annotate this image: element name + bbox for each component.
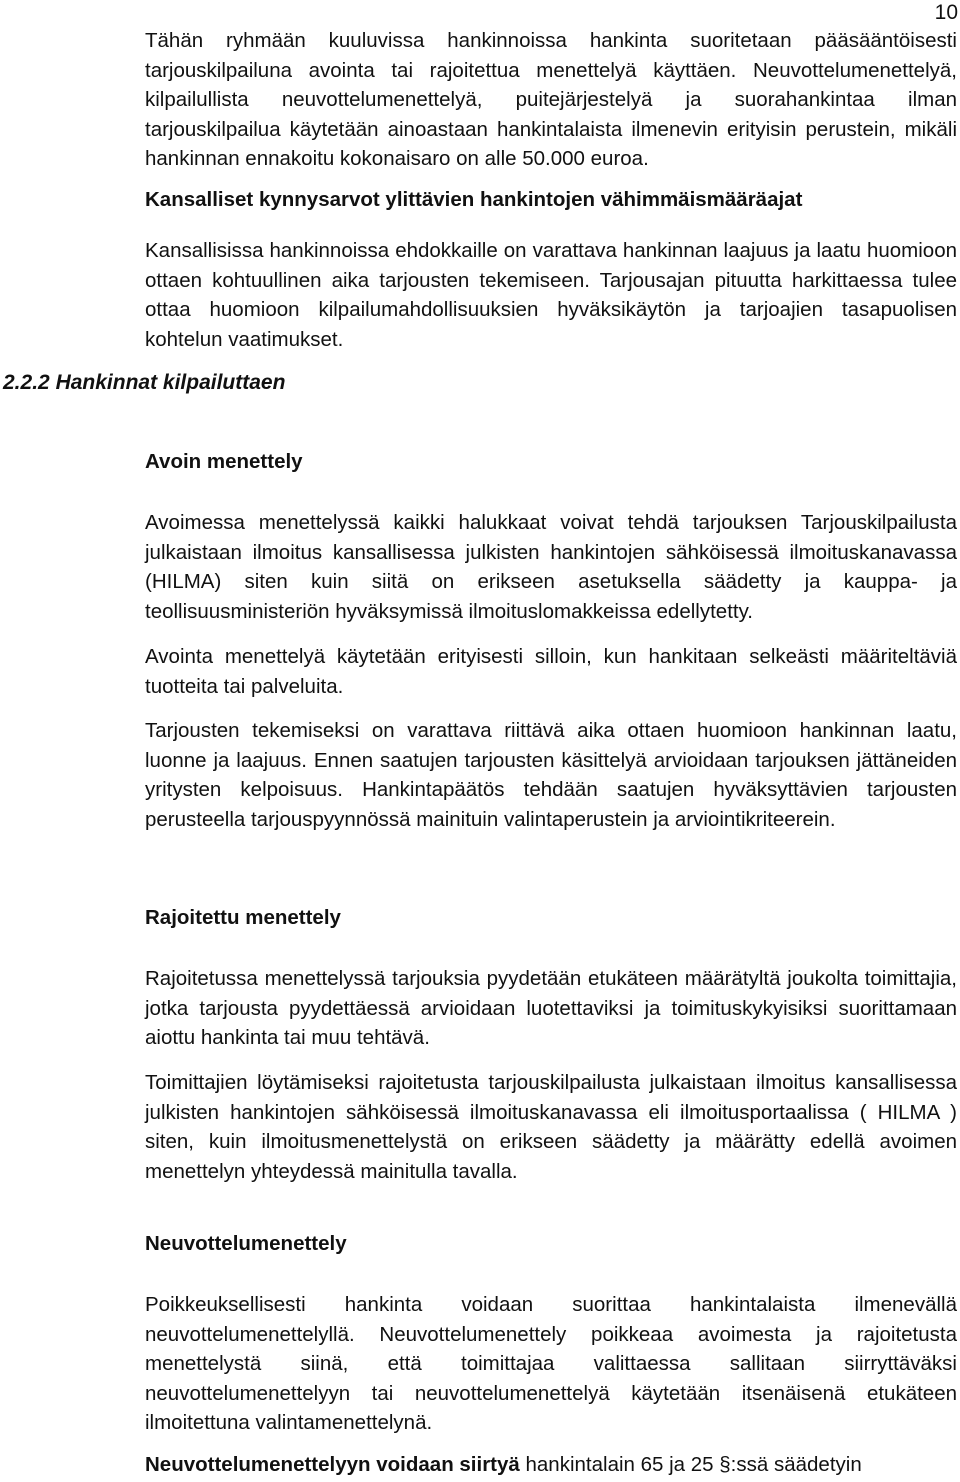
negotiated-procedure-heading: Neuvottelumenettely	[145, 1232, 347, 1255]
national-thresholds-paragraph: Kansallisissa hankinnoissa ehdokkaille on varattava hankinnan laajuus ja laatu huomioon ottaen kohtuullinen aika tarjousten tekemiseen. Tarjousajan pituutta harkittaessa tulee ottaa huomioon kilpailumahdollisuuksien hyväksikäytön ja tarjoajien tasapuolisen kohtelun vaatimukset.	[145, 239, 957, 351]
negotiated-procedure-paragraph-1: Poikkeuksellisesti hankinta voidaan suorittaa hankintalaista ilmenevällä neuvottelumenettelyllä. Neuvottelumenettely poikkeaa avoimesta ja rajoitetusta menettelystä siinä, että toimittajaa valittaessa sallitaan siirryttäväksi neuvottelumenettelyyn tai neuvottelumenettelyä käytetään itsenäisenä etukäteen ilmoitettuna valintamenettelynä.	[145, 1293, 957, 1435]
restricted-procedure-paragraph-2: Toimittajien löytämiseksi rajoitetusta tarjouskilpailusta julkaistaan ilmoitus kansallisessa julkisten hankintojen sähköisessä ilmoituskanavassa eli ilmoitusportaalissa ( HILMA ) siten, kuin ilmoitusmenettelystä on erikseen säädetty ja määrätty edellä avoimen menettelyn yhteydessä mainitulla tavalla.	[145, 1071, 957, 1183]
negotiated-procedure-p1-block	[145, 1290, 957, 1438]
national-thresholds-block	[145, 186, 957, 214]
national-thresholds-heading: Kansalliset kynnysarvot ylittävien hankintojen vähimmäismääräajat	[145, 188, 803, 211]
open-procedure-p2-block	[145, 642, 957, 701]
open-procedure-heading: Avoin menettely	[145, 450, 303, 473]
page-number: 10	[934, 1, 958, 24]
negotiated-procedure-paragraph-2	[145, 1450, 957, 1480]
intro-paragraph: Tähän ryhmään kuuluvissa hankinnoissa hankinta suoritetaan pääsääntöisesti tarjouskilpailuna avointa tai rajoitettua menettelyä käyttäen. Neuvottelumenettelyä, kilpailullista neuvottelumenettelyä, puitejärjestelyä ja suorahankintaa ilman tarjouskilpailua käytetään ainoastaan hankintalaista ilmenevin erityisin perustein, mikäli hankinnan ennakoitu kokonaisaro on alle 50.000 euroa.	[145, 29, 957, 171]
intro-paragraph-block	[145, 26, 957, 174]
restricted-procedure-heading: Rajoitettu menettely	[145, 906, 341, 929]
restricted-procedure-heading-block	[145, 904, 957, 932]
open-procedure-p3-block	[145, 716, 957, 834]
restricted-procedure-p2-block	[145, 1068, 957, 1186]
negotiated-procedure-heading-block	[145, 1230, 957, 1258]
restricted-procedure-paragraph-1: Rajoitetussa menettelyssä tarjouksia pyydetään etukäteen määrätyltä joukolta toimittajia, jotka tarjousta pyydettäessä arvioidaan luotettaviksi ja toimituskykyisiksi suorittamaan aiottu hankinta tai muu tehtävä.	[145, 967, 957, 1050]
restricted-procedure-p1-block	[145, 964, 957, 1053]
negotiated-transition-lead: Neuvottelumenettelyyn voidaan siirtyä	[145, 1453, 520, 1476]
section-title: Hankinnat kilpailuttaen	[55, 371, 286, 394]
national-thresholds-text-block	[145, 236, 957, 354]
open-procedure-paragraph-3: Tarjousten tekemiseksi on varattava riittävä aika ottaen huomioon hankinnan laatu, luonne ja laajuus. Ennen saatujen tarjousten käsittelyä arvioidaan tarjouksen jättäneiden yritysten kelpoisuus. Hankintapäätös tehdään saatujen hyväksyttävien tarjousten perusteella tarjouspyynnössä mainituin valintaperustein ja arviointikriteerein.	[145, 719, 957, 831]
section-heading	[3, 369, 285, 397]
section-number: 2.2.2	[3, 371, 50, 394]
open-procedure-p1-block	[145, 508, 957, 626]
open-procedure-paragraph-2: Avointa menettelyä käytetään erityisesti silloin, kun hankitaan selkeästi määriteltäviä tuotteita tai palveluita.	[145, 645, 957, 698]
open-procedure-paragraph-1: Avoimessa menettelyssä kaikki halukkaat voivat tehdä tarjouksen Tarjouskilpailusta julkaistaan ilmoitus kansallisessa julkisten hankintojen sähköisessä ilmoituskanavassa (HILMA) siten kuin siitä on erikseen asetuksella säädetty ja kauppa- ja teollisuusministeriön hyväksymissä ilmoituslomakkeissa edellytetty.	[145, 511, 957, 623]
negotiated-transition-rest: hankintalain 65 ja 25 §:ssä säädetyin	[519, 1453, 862, 1476]
open-procedure-heading-block	[145, 448, 957, 476]
negotiated-procedure-p2-block	[145, 1450, 957, 1480]
